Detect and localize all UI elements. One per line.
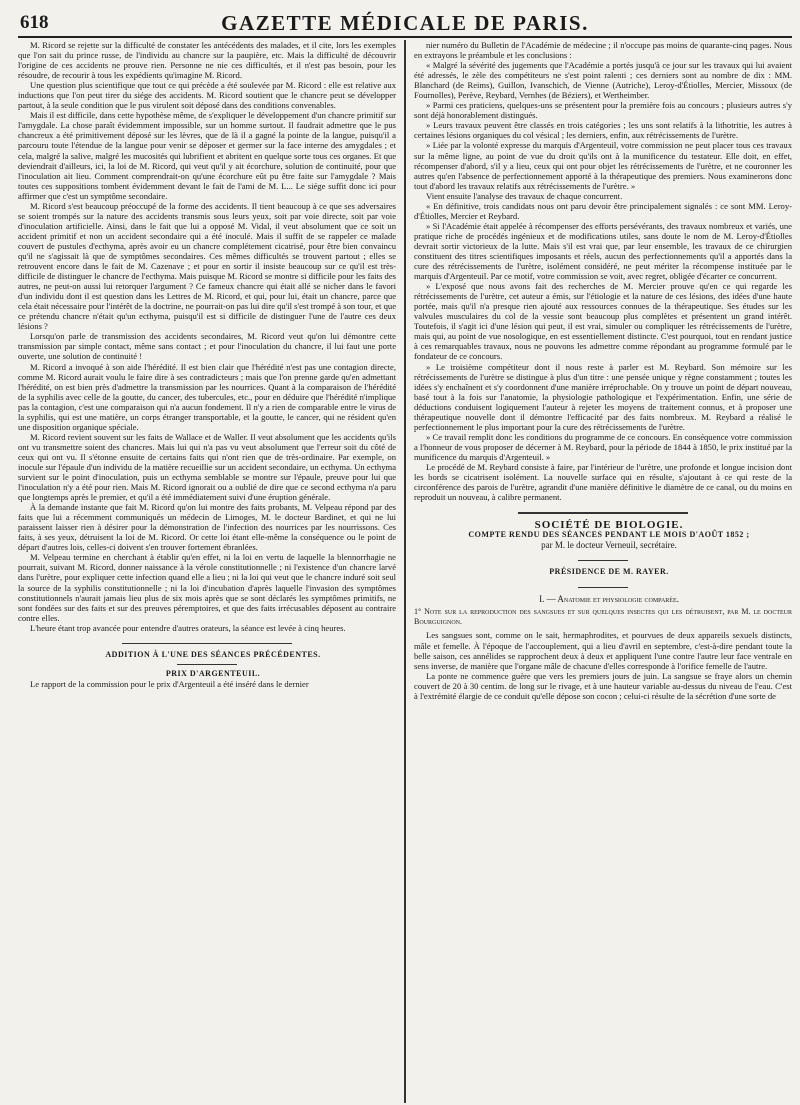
note-heading: 1° Note sur la reproduction des sangsues et sur quelques insectes qui les détruisent, par M. le docteur Bourguignon. <box>414 607 793 627</box>
body-paragraph-1: Les sangsues sont, comme on le sait, hermaphrodites, et pourvues de deux appareils sexuels distincts, mâle et femelle. À l'époque de l'accouplement, qui a lieu d'avril en septembre, c'est-à-dire pendant toute la belle saison, ces annélides se rapprochent deux à deux et appliquent l'une contre l'autre leur face ventrale en sens inverse, de manière que l'organe mâle de chacune d'elles corresponde à l'orifice femelle de l'autre. <box>414 630 793 671</box>
right-paragraph-11: » Ce travail remplit donc les conditions du programme de ce concours. En conséquence votre commission a l'honneur de vous proposer de décerner à M. Reybard, pour la période de 1844 à 1850, le prix institué par la munificence du marquis d'Argenteuil. » <box>414 431 793 462</box>
left-paragraph-6: M. Ricord a invoqué à son aide l'hérédité. Il est bien clair que l'hérédité n'est pas une contagion directe, comme M. Ricord aurait voulu le faire dire à ses contradicteurs ; mais que l'on prenne garde qu'en admettant l'hérédité, on est bien près d'admettre la transmission par les nourrices. Quant à la comparaison de l'hérédité de la syphilis avec celle de la goutte, du cancer, des tubercules, etc., pour en déduire que l'hérédité n'implique pas la contagion, c'est une comparaison qui n'a aucun fondement. Il n'y a rien de comparable entre le virus de la syphilis, qui est une matière, un corps étranger transportable, et la goutte, le cancer, qui ne résident qu'en une disposition organique spéciale. <box>18 361 397 432</box>
right-paragraph-1: nier numéro du Bulletin de l'Académie de médecine ; il n'occupe pas moins de quarante-cinq pages. Nous en extrayons le préambule et les conclusions : <box>414 40 793 61</box>
prize-heading: PRIX D'ARGENTEUIL. <box>165 668 261 678</box>
section-heading: I. — Anatomie et physiologie comparée. <box>539 594 679 605</box>
right-column <box>414 40 792 1103</box>
right-paragraph-2: « Malgré la sévérité des jugements que l'Académie a portés jusqu'à ce jour sur les travaux qui lui avaient été adressés, le zèle des compétiteurs ne s'est point ralenti ; ces derniers sont au nombre de dix : MM. Blanchard (de Reims), Guillon, Ivanschich, de Vienne (Autriche), Leroy-d'Étiolles, Mercier, Missoux (de Fournolles), Perève, Reybard, Vernhes (de Béziers), et Wertheimber. <box>414 60 793 101</box>
right-paragraph-3: » Parmi ces praticiens, quelques-uns se présentent pour la première fois au concours ; plusieurs autres s'y sont déjà honorablement distingués. <box>414 100 793 121</box>
section-rule <box>122 643 292 644</box>
short-rule-3 <box>578 587 628 588</box>
page-header <box>18 0 792 38</box>
article-columns <box>18 40 792 1103</box>
addition-heading: ADDITION À L'UNE DES SÉANCES PRÉCÉDENTES. <box>105 649 321 659</box>
left-paragraph-last: Le rapport de la commission pour le prix d'Argenteuil a été inséré dans le dernier <box>30 678 309 689</box>
page-number: 618 <box>20 12 49 33</box>
left-paragraph-7: M. Ricord revient souvent sur les faits de Wallace et de Waller. Il veut absolument que les accidents qu'ils ont vu transmettre soient des chancres. Mais lui qui n'a pas vu veut absolument que l'erreur soit du côté de ceux qui ont vu. Il s'étonne ensuite de certains faits qui n'ont rien que de très-ordinaire. Par exemple, on inocule sur l'épaule d'un individu de la matière recueillie sur un accident secondaire, un ecthyma. Un ecthyma survient sur le point d'inoculation, puis un ecthyma semblable se montre sur l'épaule, preuve pour lui que l'inoculation n'y a été pour rien. Mais M. Ricord ignorait ou a oublié de dire que ce second ecthyma n'a paru que longtemps après le premier, et qu'il a été immédiatement suivi d'une éruption générale. <box>18 431 397 503</box>
society-title: SOCIÉTÉ DE BIOLOGIE. <box>534 519 684 532</box>
left-paragraph-5: Lorsqu'on parle de transmission des accidents secondaires, M. Ricord veut qu'on lui démontre cette transmission par simple contact, même sans contact ; et pour l'inoculation du chancre, il lui faut une porte ouverte, une solution de continuité ! <box>18 331 397 362</box>
section-rule-thick <box>518 512 688 514</box>
right-paragraph-4: » Leurs travaux peuvent être classés en trois catégories ; les uns sont relatifs à la lithotritie, les autres à certaines lésions organiques du col vésical ; les derniers, enfin, aux rétrécissements de l'urètre. <box>414 120 793 141</box>
left-paragraph-9: M. Velpeau termine en cherchant à établir qu'en effet, ni la loi en vertu de laquelle la blennorrhagie ne pourrait, suivant M. Ricord, donner naissance à la vérole constitutionnelle ; ni l'existence d'un chancre larvé dans l'urètre, pour expliquer cette infection quand elle a lieu ; ni la loi qui veut que le chancre induré soit seul la source de la syphilis constitutionnelle ; ni la loi d'incubation d'après laquelle l'invasion des symptômes constitutionnels n'aurait jamais lieu plus de six mois après que se sont déclarés les symptômes primitifs, ne sont fondées sur des faits et sur des preuves péremptoires, et que des faits irrécusables déposent au contraire contre elles. <box>18 552 397 623</box>
left-paragraph-1: M. Ricord se rejette sur la difficulté de constater les antécédents des malades, et il cite, lors les exemples que l'on sait du prince russe, de l'individu au chancre sur la paupière, etc. Mais la difficulté de découvrir l'origine de ces accidents ne prouve rien. Personne ne nie ces difficultés, et il n'est pas besoin, pour les résoudre, de recourir à tous les expédients qu'imagine M. Ricord. <box>18 40 397 81</box>
body-paragraph-2: La ponte ne commence guère que vers les premiers jours de juin. La sangsue se fraye alors un chemin couvert de 20 à 30 centim. de long sur le rivage, et à une hauteur variable au-dessus du niveau de l'eau. C'est à l'extrémité élargie de ce conduit qu'elle dépose son cocon ; celui-ci résulte de la sécrétion d'une sorte de <box>414 670 793 701</box>
left-paragraph-4: M. Ricord s'est beaucoup préoccupé de la forme des accidents. Il tient beaucoup à ce que ses adversaires se soient trompés sur la nature des accidents transmis sous leurs yeux, soit par voie directe, soit par voie d'inoculation artificielle. Ainsi, dans le fait que lui a opposé M. Vidal, il veut absolument que ce soit un accident primitif et non un accident secondaire qui a été inoculé. Mais il suffit de se rappeler ce malade couvert de pustules d'ecthyma, après avoir eu un chancre complétement cicatrisé, pour être bien convaincu qu'il ne s'agissait là que de symptômes secondaires. Ces mêmes difficultés se trouvent partout ; elles se retrouvent encore dans le fait de M. Cazenave ; et pour en sortir il insiste beaucoup sur ce qu'il est très-difficile de distinguer le chancre de l'ecthyma. Mais puisque M. Ricord se montre si difficile pour les faits des autres, ne peut-on aussi lui retorquer l'argument ? Ce fameux chancre qui était allé se nicher dans le favori d'un individu dont il est question dans les Lettres de M. Ricord, et qui, pour lui, était un chancre, parce que cela était nécessaire pour l'intérêt de la doctrine, ne pourrait-on pas lui dire qu'il s'est trompé à son tour, et que ce prétendu chancre n'était qu'un ecthyma, puisqu'il est si difficile de distinguer l'une de l'autre ces deux lésions ? <box>18 200 397 332</box>
column-divider <box>404 40 406 1103</box>
right-paragraph-10: » Le troisième compétiteur dont il nous reste à parler est M. Reybard. Son mémoire sur les rétrécissements de l'urètre se distingue à plus d'un titre : une pensée unique y règne constamment ; toutes les idées s'y enchaînent et s'y coordonnent d'une manière irréprochable. On y trouve un point de départ nouveau, basé tout à la fois sur l'anatomie, la physiologie pathologique et l'expérimentation. Enfin, une série de déductions conduisent logiquement l'auteur à rejeter les moyens de traitement connus, et à proposer une thérapeutique nouvelle dont il démontre l'efficacité par des faits nombreux. M. Reybard a réalisé le perfectionnement le plus important pour la cure des rétrécissements de l'urètre. <box>414 361 793 432</box>
left-paragraph-8: À la demande instante que fait M. Ricord qu'on lui montre des faits probants, M. Velpeau répond par des faits que lui a récemment communiqués un médecin de Limoges, M. le docteur Bardinet, et qui ne lui paraissent laisser rien à désirer pour la démonstration de l'infection des nourrices par les nourrissons. Ces faits, à ses yeux, détruisent la loi de M. Ricord. Or cette loi étant elle-même la conséquence ou le point de départ d'autres lois, celles-ci doivent s'en trouver fortement ébranlées. <box>18 502 397 553</box>
left-column <box>18 40 396 1103</box>
left-paragraph-2: Une question plus scientifique que tout ce qui précède a été soulevée par M. Ricord : elle est relative aux inductions que l'on peut tirer du siége des accidents. M. Ricord soutient que le chancre peut se développer partout, à la seule condition que le pus virulent soit déposé dans des conditions convenables. <box>18 80 397 111</box>
right-paragraph-12: Le procédé de M. Reybard consiste à faire, par l'intérieur de l'urètre, une profonde et longue incision dont les bords se cicatrisent isolément. La nouvelle surface qui en résulte, s'ajoutant à ce qui reste de la circonférence des parois de l'urètre, agrandit d'une manière définitive le diamètre de ce canal, ou du moins en reproduit un nouveau, à calibre permanent. <box>414 461 793 503</box>
right-paragraph-8: » Si l'Académie était appelée à récompenser des efforts persévérants, des travaux nombreux et variés, une pratique riche de procédés ingénieux et de modifications utiles, sans doute le nom de M. Leroy-d'Étiolles devrait sortir victorieux de la lutte. Mais s'il est vrai que, par leur ensemble, les travaux de ce chirurgien constituent des titres scientifiques imposants et réels, aucun des perfectionnements qu'il a apportés dans la cure des rétrécissements de l'urètre, isolément considéré, ne peut mériter la récompense instituée par le marquis d'Argenteuil. Par ce motif, votre commission se voit, avec regret, obligée d'écarter ce concurrent. <box>414 220 793 282</box>
report-title: COMPTE RENDU DES SÉANCES PENDANT LE MOIS D'AOÛT 1852 ; <box>468 530 750 540</box>
right-paragraph-6: Vient ensuite l'analyse des travaux de chaque concurrent. <box>426 190 623 201</box>
presidency-heading: PRÉSIDENCE DE M. RAYER. <box>549 567 669 577</box>
page-title: GAZETTE MÉDICALE DE PARIS. <box>221 11 589 35</box>
left-paragraph-10: L'heure étant trop avancée pour entendre d'autres orateurs, la séance est levée à cinq heures. <box>30 622 346 633</box>
report-author: par M. le docteur Verneuil, secrétaire. <box>541 540 677 551</box>
right-paragraph-7: « En définitive, trois candidats nous ont paru devoir être principalement signalés : ce sont MM. Leroy-d'Étiolles, Mercier et Reybard. <box>414 200 793 221</box>
right-paragraph-9: » L'exposé que nous avons fait des recherches de M. Mercier prouve qu'en ce qui regarde les rétrécissements de l'urètre, cet auteur a émis, sur l'étiologie et la nature de ces lésions, des idées d'une haute portée, mais qu'il n'a presque rien ajouté aux ressources connues de la thérapeutique. Ses études sur les valvules musculaires du col de la vessie sont beaucoup plus complètes et présentent un grand intérêt. Toutefois, il s'agit ici d'une lésion qui peut, il est vrai, simuler ou compliquer les rétrécissements de l'urètre, mais qui, au point de vue nosologique, en est essentiellement distincte. C'est pourquoi, tout en rendant justice à ces remarquables travaux, nous ne pouvons les admettre comme répondant au programme formulé par le fondateur de ce concours. <box>414 281 793 362</box>
short-rule <box>177 664 237 665</box>
left-paragraph-3: Mais il est difficile, dans cette hypothèse même, de s'expliquer le développement d'un chancre primitif sur l'amygdale. La chose paraît évidemment impossible, sur un homme surtout. Il faudrait admettre que le pus chancreux a été primitivement déposé sur les lèvres, que de là il a gagné la pointe de la langue, puisqu'il a parcouru toute l'étendue de la langue pour venir se déposer et germer sur la face interne des amygdales ; et cela, malgré la salive, malgré les mucosités qui lubrifient et abritent en quelque sorte tous ces organes. Et que deviendrait d'ailleurs, ici, la loi de M. Ricord, qui veut qu'il y ait écorchure, solution de continuité, pour que l'inoculation ait lieu. Comment comprendrait-on qu'une écorchure eût pu être faite sur l'amygdale ? Mais toutes ces suppositions tombent évidemment devant le fait de l'ami de M. L... Le siége suffit donc ici pour affirmer que c'est un symptôme secondaire. <box>18 110 397 201</box>
short-rule-2 <box>578 560 628 561</box>
right-paragraph-5: » Liée par la volonté expresse du marquis d'Argenteuil, votre commission ne peut placer tous ces travaux sur la même ligne, au point de vue du droit qu'ils ont à la munificence du testateur. Elle doit, en effet, récompenser d'abord, s'il y a lieu, ceux qui ont pour objet les rétrécissements de l'urètre, et ne couronner les autres qu'en l'absence de perfectionnement apporté à la thérapeutique des premiers. Nous examinerons donc tout d'abord les travaux relatifs aux rétrécissements de l'urètre. » <box>414 140 793 191</box>
